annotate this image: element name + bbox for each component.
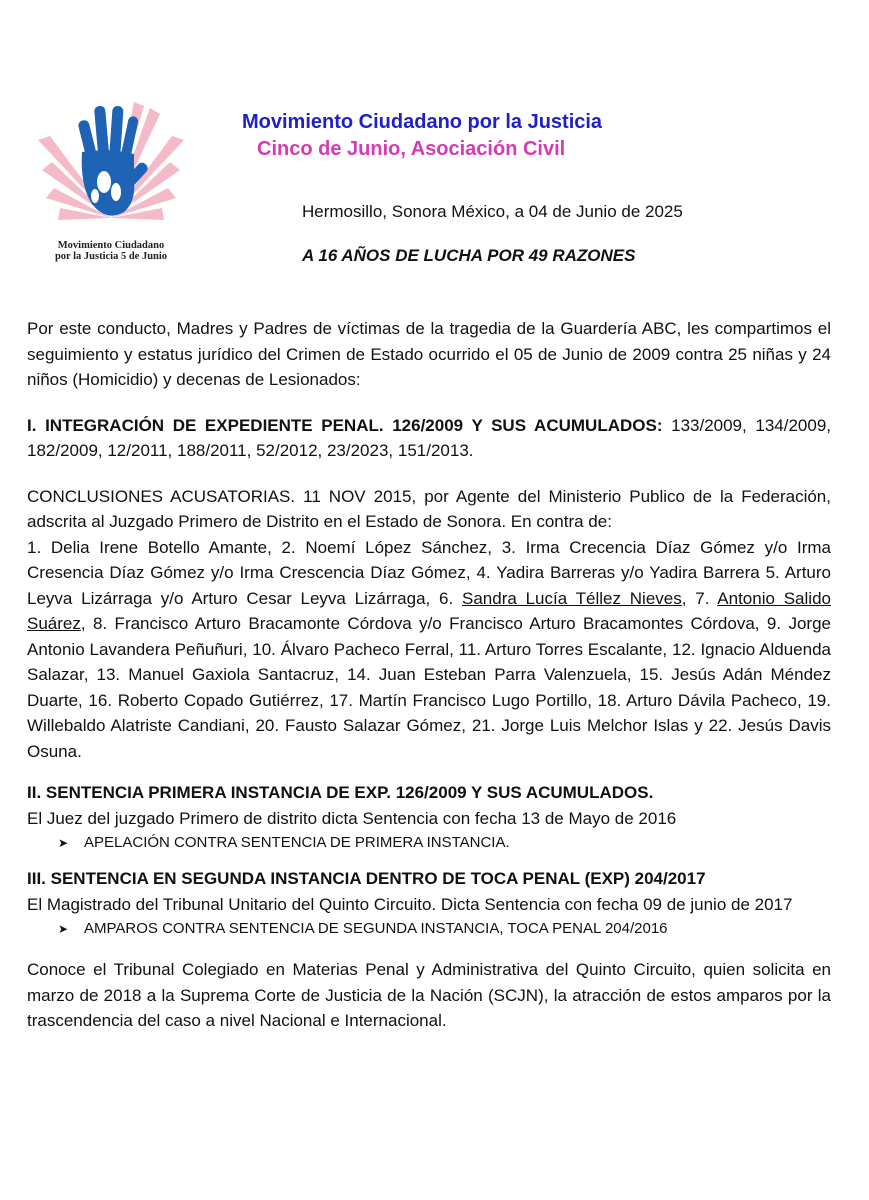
logo-caption-line2: por la Justicia 5 de Junio <box>54 251 168 262</box>
document-body <box>27 316 831 1034</box>
section2-heading: II. SENTENCIA PRIMERA INSTANCIA DE EXP. 126/2009 Y SUS ACUMULADOS. <box>27 783 654 802</box>
logo-caption-line1: Movimiento Ciudadano <box>57 240 165 251</box>
organization-name-line2: Cinco de Junio, Asociación Civil <box>257 138 566 160</box>
section2-bullet <box>58 831 831 855</box>
accused-underlined-name-2: Antonio Salido Suárez <box>27 588 831 633</box>
section2-text: El Juez del juzgado Primero de distrito dicta Sentencia con fecha 13 de Mayo de 2016 <box>27 808 677 828</box>
wings-hand-icon <box>30 100 192 240</box>
section3-bullet <box>58 917 831 941</box>
conclusions-intro: CONCLUSIONES ACUSATORIAS. 11 NOV 2015, por Agente del Ministerio Publico de la Federación, adscrita al Juzgado Primero de Distrito en el Estado de Sonora. En contra de: <box>27 486 831 531</box>
section1-files: 133/2009, 134/2009, 182/2009, 12/2011, 188/2011, 52/2012, 23/2023, 151/2013. <box>27 415 831 460</box>
arrow-bullet-icon: ➤ <box>58 836 69 850</box>
intro-paragraph: Por este conducto, Madres y Padres de víctimas de la tragedia de la Guardería ABC, les compartimos el seguimiento y estatus jurídico del Crimen de Estado ocurrido el 05 de Junio de 2009 contra 25 niñas y 24 niños (Homicidio) y decenas de Lesionados: <box>27 319 831 389</box>
accused-list-part3: , 8. Francisco Arturo Bracamonte Córdova y/o Francisco Arturo Bracamontes Córdova, 9. Jorge Antonio Lavandera Peñuñuri, 10. Álvaro Pacheco Ferral, 11. Arturo Torres Escalante, 12. Ignacio Alduenda Salazar, 13. Manuel Gaxiola Santacruz, 14. Juan Esteban Parra Valenzuela, 15. Jesús Adán Méndez Duarte, 16. Roberto Copado Gutiérrez, 17. Martín Francisco Lugo Portillo, 18. Arturo Dávila Pacheco, 19. Willebaldo Alatriste Candiani, 20. Fausto Salazar Gómez, 21. Jorge Luis Melchor Islas y 22. Jesús Davis Osuna. <box>27 614 831 761</box>
arrow-bullet-icon: ➤ <box>58 922 69 936</box>
section3-text: El Magistrado del Tribunal Unitario del Quinto Circuito. Dicta Sentencia con fecha 09 de junio de 2017 <box>27 894 793 914</box>
accused-list-part2: , 7. <box>681 588 710 608</box>
section2-bullet-text: APELACIÓN CONTRA SENTENCIA DE PRIMERA INSTANCIA. <box>84 834 510 851</box>
section1-heading: I. INTEGRACIÓN DE EXPEDIENTE PENAL. 126/2009 Y SUS ACUMULADOS: <box>27 415 663 435</box>
place-date: Hermosillo, Sonora México, a 04 de Junio de 2025 <box>302 202 683 221</box>
section1-paragraph <box>27 413 831 464</box>
slogan-heading: A 16 AÑOS DE LUCHA POR 49 RAZONES <box>302 246 636 265</box>
section3-heading: III. SENTENCIA EN SEGUNDA INSTANCIA DENTRO DE TOCA PENAL (EXP) 204/2017 <box>27 869 706 888</box>
organization-logo <box>30 100 192 268</box>
accused-list-part1: 1. Delia Irene Botello Amante, 2. Noemí López Sánchez, 3. Irma Crecencia Díaz Gómez y/o Irma Cresencia Díaz Gómez y/o Irma Crescencia Díaz Gómez, 4. Yadira Barreras y/o Yadira Barrera 5. Arturo Leyva Lizárraga y/o Arturo Cesar Leyva Lizárraga, 6. <box>27 537 831 608</box>
organization-name-line1: Movimiento Ciudadano por la Justicia <box>242 111 603 133</box>
accused-list <box>27 535 831 765</box>
accused-underlined-name-1: Sandra Lucía Téllez Nieves <box>462 588 682 608</box>
closing-paragraph: Conoce el Tribunal Colegiado en Materias Penal y Administrativa del Quinto Circuito, quien solicita en marzo de 2018 a la Suprema Corte de Justicia de la Nación (SCJN), la atracción de estos amparos por la trascendencia del caso a nivel Nacional e Internacional. <box>27 960 831 1030</box>
logo-caption <box>30 240 192 262</box>
section3-bullet-text: AMPAROS CONTRA SENTENCIA DE SEGUNDA INSTANCIA, TOCA PENAL 204/2016 <box>84 920 668 937</box>
